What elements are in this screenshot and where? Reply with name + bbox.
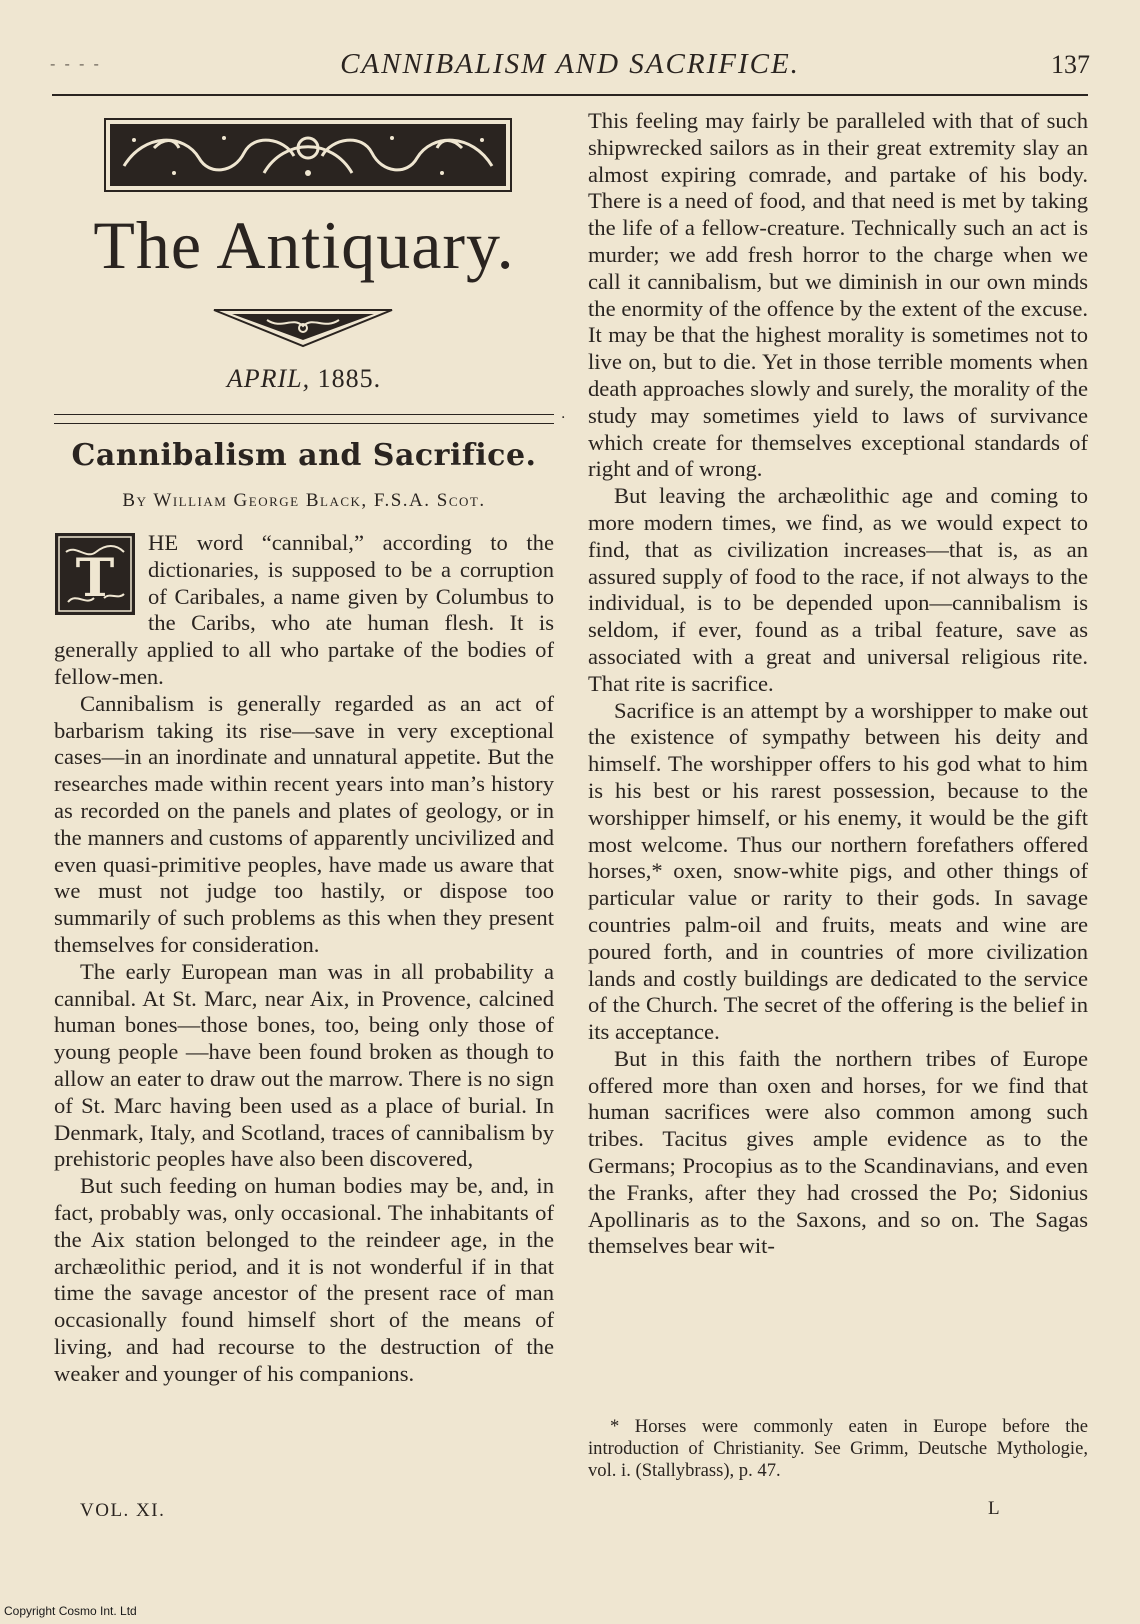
double-rule-divider xyxy=(54,414,554,424)
running-head-title: CANNIBALISM AND SACRIFICE. xyxy=(340,48,800,80)
left-column xyxy=(54,530,554,1388)
drop-cap-ornament xyxy=(54,532,136,616)
masthead-title: The Antiquary. xyxy=(93,207,515,283)
paragraph: But such feeding on human bodies may be, and, in fact, probably was, only occasional. The inhabitants of the Aix station belonged to the reindeer age, in the archæolithic period, and it is not wonderful if in that time the savage ancestor of the present race of man occasionally found himself short of the means of living, and had recourse to the destruction of the weaker and younger of his companions. xyxy=(54,1173,554,1386)
running-head xyxy=(50,48,1090,88)
issue-date xyxy=(54,364,554,394)
issue-month: APRIL, xyxy=(226,364,311,393)
paragraph: The early European man was in all probability a cannibal. At St. Marc, near Aix, in Provence, calcined human bones—those bones, too, being only those of young people —have been found broken as though to allow an eater to draw out the marrow. There is no sign of St. Marc having been used as a place of burial. In Denmark, Italy, and Scotland, traces of cannibalism by prehistoric peoples have also been discovered, xyxy=(54,958,554,1172)
margin-dot: · xyxy=(561,410,566,426)
paragraph: Sacrifice is an attempt by a worshipper to make out the existence of sympathy between his deity and himself. The worshipper offers to his god what to him is his best or his rarest possession, because to the worshipper himself, or his enemy, it would be the gift most welcome. Thus our northern forefathers offered horses,* oxen, snow-white pigs, and other things of particular value or rarity to their gods. In savage countries palm-oil and fruits, meats and wine are poured forth, and in countries of more civilization lands and costly buildings are dedicated to the service of the Church. The secret of the offering is the belief in its acceptance. xyxy=(588,697,1088,1045)
footnote xyxy=(588,1416,1088,1482)
article-byline: By William George Black, F.S.A. Scot. xyxy=(122,490,486,511)
drop-cap-letter: T xyxy=(75,548,115,609)
signature-mark: L xyxy=(988,1498,1000,1519)
triangle-ornament-icon xyxy=(212,306,394,348)
paragraph: But in this faith the northern tribes of Europe offered more than oxen and horses, for we find that human sacrifices were also common among such tribes. Tacitus gives ample evidence as to the Germans; Procopius as to the Scandinavians, and even the Franks, after they had crossed the Po; Sidonius Apollinaris as to the Saxons, and so on. The Sagas themselves bear wit- xyxy=(588,1045,1088,1259)
issue-year: 1885. xyxy=(317,364,382,393)
copyright-notice: Copyright Cosmo Int. Ltd xyxy=(4,1604,137,1618)
paragraph: Cannibalism is generally regarded as an act of barbarism taking its rise—save in very exceptional cases—in an inordinate and unnatural appetite. But the researches made within recent years into man’s history as recorded on the panels and plates of geology, or in the manners and customs of apparently uncivilized and even quasi-primitive peoples, have made us aware that we must not judge too hastily, or dispose too summarily of such problems as this when they present themselves for consideration. xyxy=(54,690,554,957)
paragraph: This feeling may fairly be paralleled with that of such shipwrecked sailors as in their great extremity slay an almost expiring comrade, and partake of his body. There is a need of food, and that need is met by taking the life of a fellow-creature. Technically such an act is murder; we add fresh horror to the charge when we call it cannibalism, but we diminish in our own minds the enormity of the offence by the extent of the excuse. It may be that the highest morality is sometimes not to live on, but to die. Yet in those terrible moments when death approaches slowly and surely, the morality of the study may sometimes yield to laws of survivance which create for themselves exceptional standards of right and of wrong. xyxy=(588,108,1088,482)
volume-label: VOL. XI. xyxy=(80,1500,166,1521)
paragraph: But leaving the archæolithic age and coming to more modern times, we find, as we would expect to find, that as civilization increases—that is, as an assured supply of food to the race, if not always to the individual, is to be depended upon—cannibalism is seldom, if ever, found as a tribal feature, save as associated with a great and universal religious rite. That rite is sacrifice. xyxy=(588,483,1088,696)
article-title: Cannibalism and Sacrifice. xyxy=(71,438,537,473)
running-head-dashes: - - - - xyxy=(50,54,101,73)
header-rule xyxy=(52,94,1088,96)
footnote-text: * Horses were commonly eaten in Europe before the introduction of Christianity. See Grimm, Deutsche Mythologie, vol. i. (Stallybrass), p. 47. xyxy=(588,1416,1088,1481)
right-column xyxy=(588,108,1088,1260)
page-number: 137 xyxy=(1051,50,1090,79)
scroll-ornament-icon xyxy=(104,118,512,192)
paragraph: HE word “cannibal,” according to the dictionaries, is supposed to be a corruption of Caribales, a name given by Columbus to the Caribs, who ate human flesh. It is generally applied to all who partake of the bodies of fellow-men. xyxy=(54,530,554,689)
